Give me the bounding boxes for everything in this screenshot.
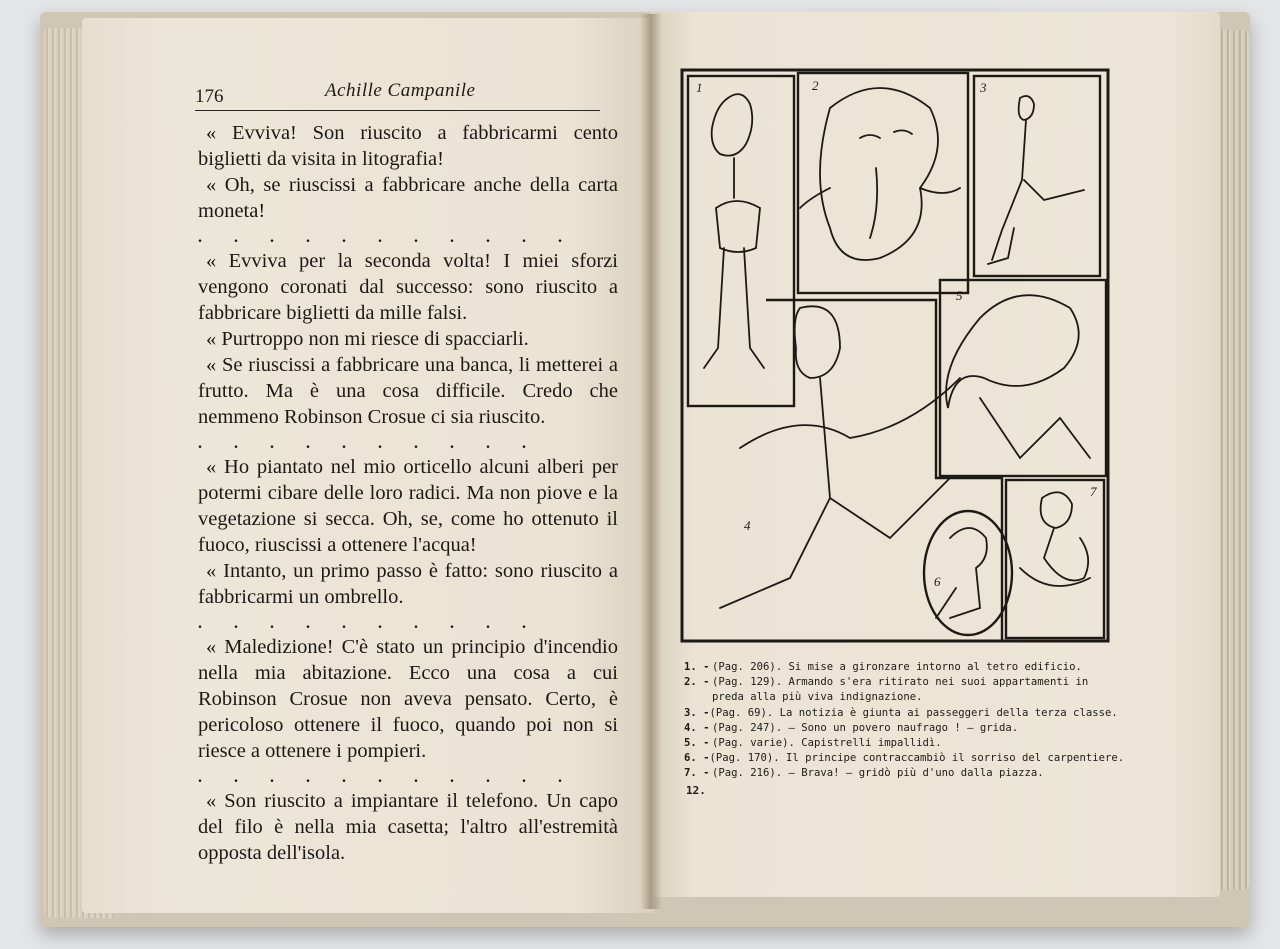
panel-4-head xyxy=(795,306,840,378)
running-head xyxy=(195,78,600,111)
paragraph: « Oh, se riuscissi a fabbricare anche della carta moneta! xyxy=(198,174,618,222)
caption-row: preda alla più viva indignazione. xyxy=(712,691,923,704)
panel-label-4: 4 xyxy=(744,518,751,533)
paragraph: « Ho piantato nel mio orticello alcuni alberi per potermi cibare delle loro radici. Ma non piove e la vegetazione si secca. Oh, se, come ho ottenuto il fuoco, riuscissi a ottenere l'acqua! xyxy=(198,456,618,556)
panel-2-face xyxy=(820,88,938,260)
paragraph: « Se riuscissi a fabbricare una banca, li metterei a frutto. Ma è una cosa difficile. Credo che nemmeno Robinson Crosue ci sia riuscito. xyxy=(198,354,618,428)
panel-label-2: 2 xyxy=(812,78,819,93)
illustration-captions xyxy=(684,660,1125,782)
ellipsis-separator: . . . . . . . . . . xyxy=(198,615,540,632)
caption-row: 2. - (Pag. 129). Armando s'era ritirato nei suoi appartamenti in xyxy=(684,676,1089,689)
panel-5-head xyxy=(946,295,1079,408)
caption-row: 5. - (Pag. varie). Capistrelli impallidì. xyxy=(684,737,942,750)
panel-label-5: 5 xyxy=(956,288,963,303)
panel-6-figure xyxy=(936,528,987,618)
panel-label-6: 6 xyxy=(934,574,941,589)
panel-1-torso xyxy=(716,158,760,252)
panel-1-frame xyxy=(688,76,794,406)
panel-3-frame xyxy=(974,76,1100,276)
paragraph: « Evviva per la seconda volta! I miei sforzi vengono coronati dal successo: sono riuscito a fabbricare biglietti da mille falsi. xyxy=(198,250,618,324)
book-gutter xyxy=(640,14,662,909)
left-page-text xyxy=(198,120,618,866)
panel-label-3: 3 xyxy=(980,80,987,95)
paragraph: « Son riuscito a impiantare il telefono. Un capo del filo è nella mia casetta; l'altro all'estremità opposta dell'isola. xyxy=(198,790,618,864)
panel-1-legs xyxy=(704,248,764,368)
caption-row: 1. - (Pag. 206). Si mise a gironzare intorno al tetro edificio. xyxy=(684,661,1082,673)
panel-2-features xyxy=(800,130,960,238)
panel-3-figure xyxy=(988,96,1084,264)
ellipsis-separator: . . . . . . . . . . . xyxy=(198,769,576,786)
caricature-illustration xyxy=(680,68,1110,643)
panel-7-figure xyxy=(1020,492,1090,586)
panel-4-frame xyxy=(766,300,1002,640)
caption-row: 3. - (Pag. 69). La notizia è giunta ai passeggeri della terza classe. xyxy=(684,706,1118,719)
signature-mark: 12. xyxy=(686,784,706,797)
panel-label-7: 7 xyxy=(1090,484,1097,499)
running-head-author: Achille Campanile xyxy=(325,80,476,101)
caption-row: 4. - (Pag. 247). — Sono un povero naufrago ! — grida. xyxy=(684,721,1019,734)
panel-5-collar xyxy=(980,398,1090,458)
panel-7-frame xyxy=(1006,480,1104,638)
panel-label-1: 1 xyxy=(696,80,703,95)
page-number: 176 xyxy=(195,86,224,107)
caption-row: 7. - (Pag. 216). — Brava! — gridò più d'uno dalla piazza. xyxy=(684,767,1044,780)
paragraph: « Evviva! Son riuscito a fabbricarmi cento biglietti da visita in litografia! xyxy=(198,122,618,170)
paragraph: « Intanto, un primo passo è fatto: sono riuscito a fabbricarmi un ombrello. xyxy=(198,560,618,608)
paragraph: « Purtroppo non mi riesce di spacciarli. xyxy=(206,328,529,350)
paragraph: « Maledizione! C'è stato un principio d'incendio nella mia abitazione. Ecco una cosa a cui Robinson Crosue non aveva pensato. Certo, è pericoloso ottenere il fuoco, quando poi non si riesce a ottenere i pompieri. xyxy=(198,636,618,762)
ellipsis-separator: . . . . . . . . . . xyxy=(198,435,540,452)
panel-2-frame xyxy=(798,73,968,293)
caption-row: 6. - (Pag. 170). Il principe contraccambiò il sorriso del carpentiere. xyxy=(684,752,1125,765)
panel-1-head xyxy=(712,94,753,155)
ellipsis-separator: . . . . . . . . . . . xyxy=(198,229,576,246)
